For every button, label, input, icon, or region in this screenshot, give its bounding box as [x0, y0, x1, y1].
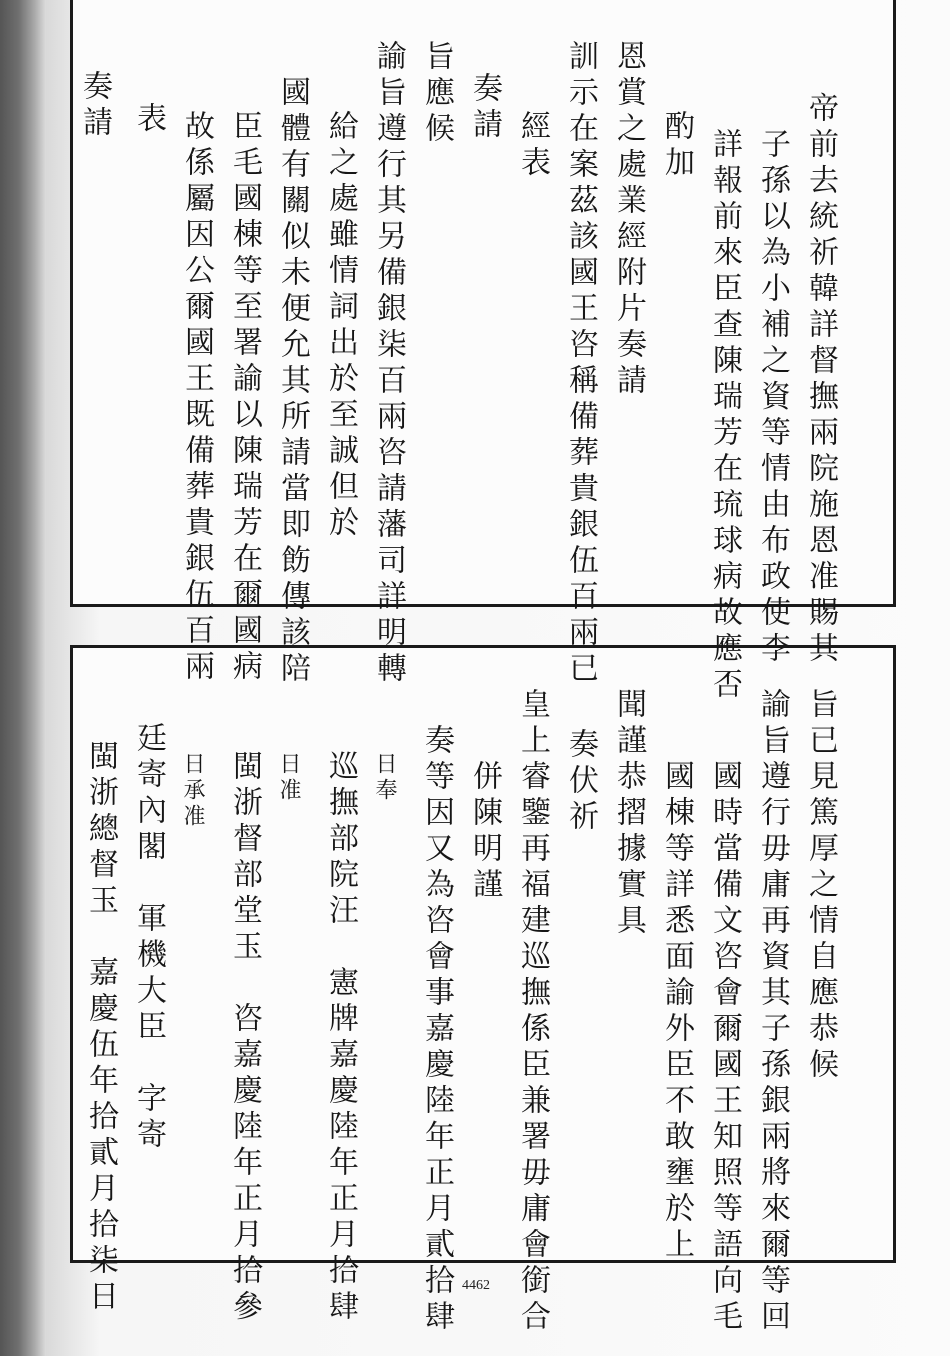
- lower-column-13: 閩浙督部堂玉 咨嘉慶陸年正月拾參: [227, 750, 262, 1326]
- upper-column-2: 子孫以為小補之資等情由布政使李: [755, 128, 790, 668]
- upper-column-15: 表: [131, 102, 166, 138]
- upper-column-10: 諭旨遵行其另備銀柒百兩咨請藩司詳明轉: [371, 40, 406, 688]
- lower-column-9: 奏等因又為咨會事嘉慶陸年正月貳拾肆: [419, 724, 454, 1336]
- lower-column-8: 併陳明謹: [467, 760, 502, 904]
- lower-column-4: 國棟等詳悉面諭外臣不敢壅於上: [659, 760, 694, 1264]
- lower-column-14: 日承准: [180, 752, 205, 830]
- lower-column-7: 皇上睿鑒再福建巡撫係臣兼署毋庸會銜合: [515, 688, 550, 1336]
- upper-column-3: 詳報前來臣查陳瑞芳在琉球病故應否: [707, 128, 742, 704]
- upper-column-11: 給之處雖情詞出於至誠但於: [323, 110, 358, 542]
- upper-column-7: 經表: [515, 110, 550, 182]
- lower-column-12: 日准: [276, 752, 301, 804]
- page-number: 4462: [462, 1278, 490, 1293]
- upper-column-12: 國體有關似未便允其所請當即飭傳該陪: [275, 76, 310, 688]
- upper-column-8: 奏請: [467, 72, 502, 144]
- upper-column-16: 奏請: [77, 70, 112, 142]
- lower-column-5: 聞謹恭摺據實具: [611, 688, 646, 940]
- upper-column-4: 酌加: [659, 110, 694, 182]
- lower-column-1: 旨已見篤厚之情自應恭候: [803, 688, 838, 1084]
- lower-column-2: 諭旨遵行毋庸再資其子孫銀兩將來爾等回: [755, 688, 790, 1336]
- lower-column-10: 日奉: [372, 752, 397, 804]
- upper-column-13: 臣毛國棟等至署諭以陳瑞芳在爾國病: [227, 110, 262, 686]
- lower-column-15: 廷寄內閣 軍機大臣 字寄: [131, 722, 166, 1154]
- lower-column-3: 國時當備文咨會爾國王知照等語向毛: [707, 760, 742, 1336]
- lower-column-6: 奏伏祈: [563, 728, 598, 836]
- upper-column-1: 帝前去統祈韓詳督撫兩院施恩准賜其: [803, 92, 838, 668]
- upper-column-6: 訓示在案茲該國王咨稱備葬貴銀伍百兩已: [563, 40, 598, 688]
- upper-column-9: 旨應候: [419, 40, 454, 148]
- binding-gutter: [0, 0, 46, 1356]
- upper-column-14: 故係屬因公爾國王既備葬貴銀伍百兩: [179, 110, 214, 686]
- lower-column-16: 閩浙總督玉 嘉慶伍年拾貳月拾柒日: [83, 740, 118, 1316]
- lower-column-11: 巡撫部院汪 憲牌嘉慶陸年正月拾肆: [323, 750, 358, 1326]
- upper-column-5: 恩賞之處業經附片奏請: [611, 40, 646, 400]
